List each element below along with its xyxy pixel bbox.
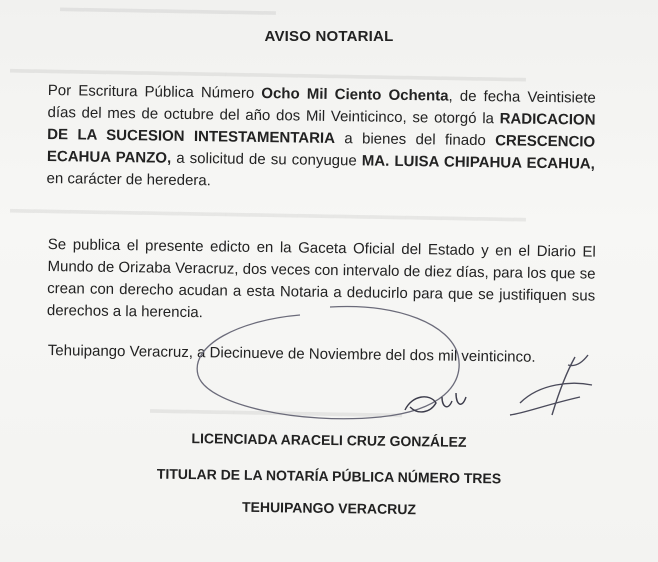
bleed-through-text: ▬▬▬▬▬▬▬▬▬▬▬▬▬▬▬▬▬▬▬▬▬ (149, 401, 403, 421)
paragraph-place-date: Tehuipango Veracruz, a Diecinueve de Noviembre del dos mil veinticinco. (47, 341, 536, 366)
heir-name: MA. LUISA CHIPAHUA ECAHUA, (361, 152, 595, 173)
deed-type: RADICACION DE LA SUCESION INTESTAMENTARIA (47, 110, 596, 148)
signature-icon (180, 285, 600, 435)
deceased-name: CRESCENCIO ECAHUA PANZO, (46, 132, 596, 167)
notary-title: TITULAR DE LA NOTARÍA PÚBLICA NÚMERO TRES (156, 465, 502, 487)
document-title: AVISO NOTARIAL (264, 28, 394, 45)
paragraph-publication: Se publica el presente edicto en la Gaceta Oficial del Estado y en el Diario El Mundo de Orizaba Veracruz, dos veces con intervalo de diez días, para los que se crean con derecho acudan a esta Notaria a deducirlo para que se justifiquen sus derechos a la herencia. (46, 235, 596, 322)
deed-text: , de fecha Veintisiete días del mes de octubre del año dos Mil Veinticinco, se otorgó la (47, 87, 596, 128)
deed-number: Ocho Mil Ciento Ochenta (261, 84, 449, 105)
notary-name: LICENCIADA ARACELI CRUZ GONZÁLEZ (191, 430, 467, 450)
deed-text: a solicitud de su conyugue (171, 149, 362, 170)
notary-location: TEHUIPANGO VERACRUZ (241, 498, 417, 518)
deed-text: en carácter de heredera. (46, 169, 212, 190)
bleed-through-text: ▬▬▬▬▬▬▬▬▬▬▬▬▬▬▬▬▬▬ (59, 0, 277, 18)
bleed-through-text: ▬▬▬▬▬▬▬▬▬▬▬▬▬▬▬▬▬▬▬▬▬▬▬▬▬▬▬▬▬▬▬▬▬▬▬▬▬▬▬▬▬▬▬ (9, 61, 527, 85)
deed-text: a bienes del finado (334, 130, 496, 150)
paragraph-deed (46, 80, 595, 198)
deed-text: Por Escritura Pública Número (47, 81, 262, 102)
bleed-through-text: ▬▬▬▬▬▬▬▬▬▬▬▬▬▬▬▬▬▬▬▬▬▬▬▬▬▬▬▬▬▬▬▬▬▬▬▬▬▬▬▬▬▬▬ (9, 201, 527, 225)
